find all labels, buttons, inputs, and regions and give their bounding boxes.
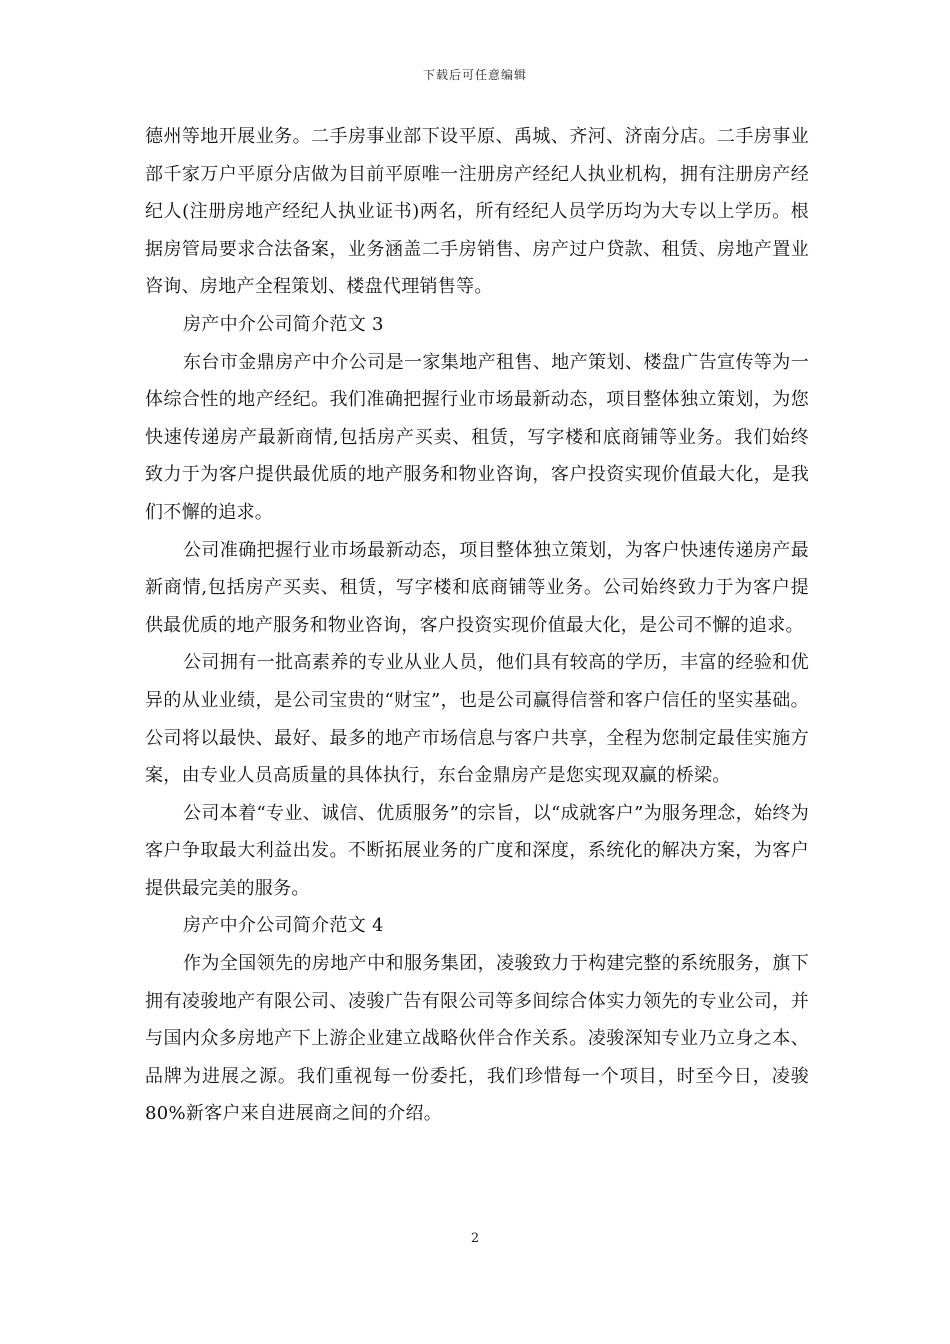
paragraph-3: 公司准确把握行业市场最新动态，项目整体独立策划，为客户快速传递房产最新商情,包括房产买卖、租赁，写字楼和底商铺等业务。公司始终致力于为客户提供最优质的地产服务和物业咨询，客户投资实现价值最大化，是公司不懈的追求。 bbox=[145, 539, 809, 636]
document-body bbox=[145, 118, 809, 1133]
paragraph-6: 作为全国领先的房地产中和服务集团，凌骏致力于构建完整的系统服务，旗下拥有凌骏地产有限公司、凌骏广告有限公司等多间综合体实力领先的专业公司，并与国内众多房地产下上游企业建立战略伙伴合作关系。凌骏深知专业乃立身之本、品牌为进展之源。我们重视每一份委托，我们珍惜每一个项目，时至今日，凌骏 80%新客户来自进展商之间的介绍。 bbox=[145, 953, 809, 1125]
page-number: 2 bbox=[470, 1231, 480, 1246]
header-note: 下载后可任意编辑 bbox=[422, 68, 527, 82]
section-heading-4: 房产中介公司简介范文 4 bbox=[183, 915, 384, 937]
section-heading-3: 房产中介公司简介范文 3 bbox=[183, 313, 384, 335]
paragraph-5: 公司本着“专业、诚信、优质服务”的宗旨，以“成就客户”为服务理念，始终为客户争取最大利益出发。不断拓展业务的广度和深度，系统化的解决方案，为客户提供最完美的服务。 bbox=[145, 802, 809, 899]
paragraph-1: 德州等地开展业务。二手房事业部下设平原、禹城、齐河、济南分店。二手房事业部千家万户平原分店做为目前平原唯一注册房产经纪人执业机构，拥有注册房产经纪人(注册房地产经纪人执业证书)两名，所有经纪人员学历均为大专以上学历。根据房管局要求合法备案，业务涵盖二手房销售、房产过户贷款、租赁、房地产置业咨询、房地产全程策划、楼盘代理销售等。 bbox=[145, 126, 809, 298]
paragraph-4: 公司拥有一批高素养的专业从业人员，他们具有较高的学历，丰富的经验和优异的从业业绩，是公司宝贵的“财宝”，也是公司赢得信誉和客户信任的坚实基础。公司将以最快、最好、最多的地产市场信息与客户共享，全程为您制定最佳实施方案，由专业人员高质量的具体执行，东台金鼎房产是您实现双赢的桥梁。 bbox=[145, 652, 809, 787]
paragraph-2: 东台市金鼎房产中介公司是一家集地产租售、地产策划、楼盘广告宣传等为一体综合性的地产经纪。我们准确把握行业市场最新动态，项目整体独立策划，为您快速传递房产最新商情,包括房产买卖、租赁，写字楼和底商铺等业务。我们始终致力于为客户提供最优质的地产服务和物业咨询，客户投资实现价值最大化，是我们不懈的追求。 bbox=[145, 351, 809, 523]
